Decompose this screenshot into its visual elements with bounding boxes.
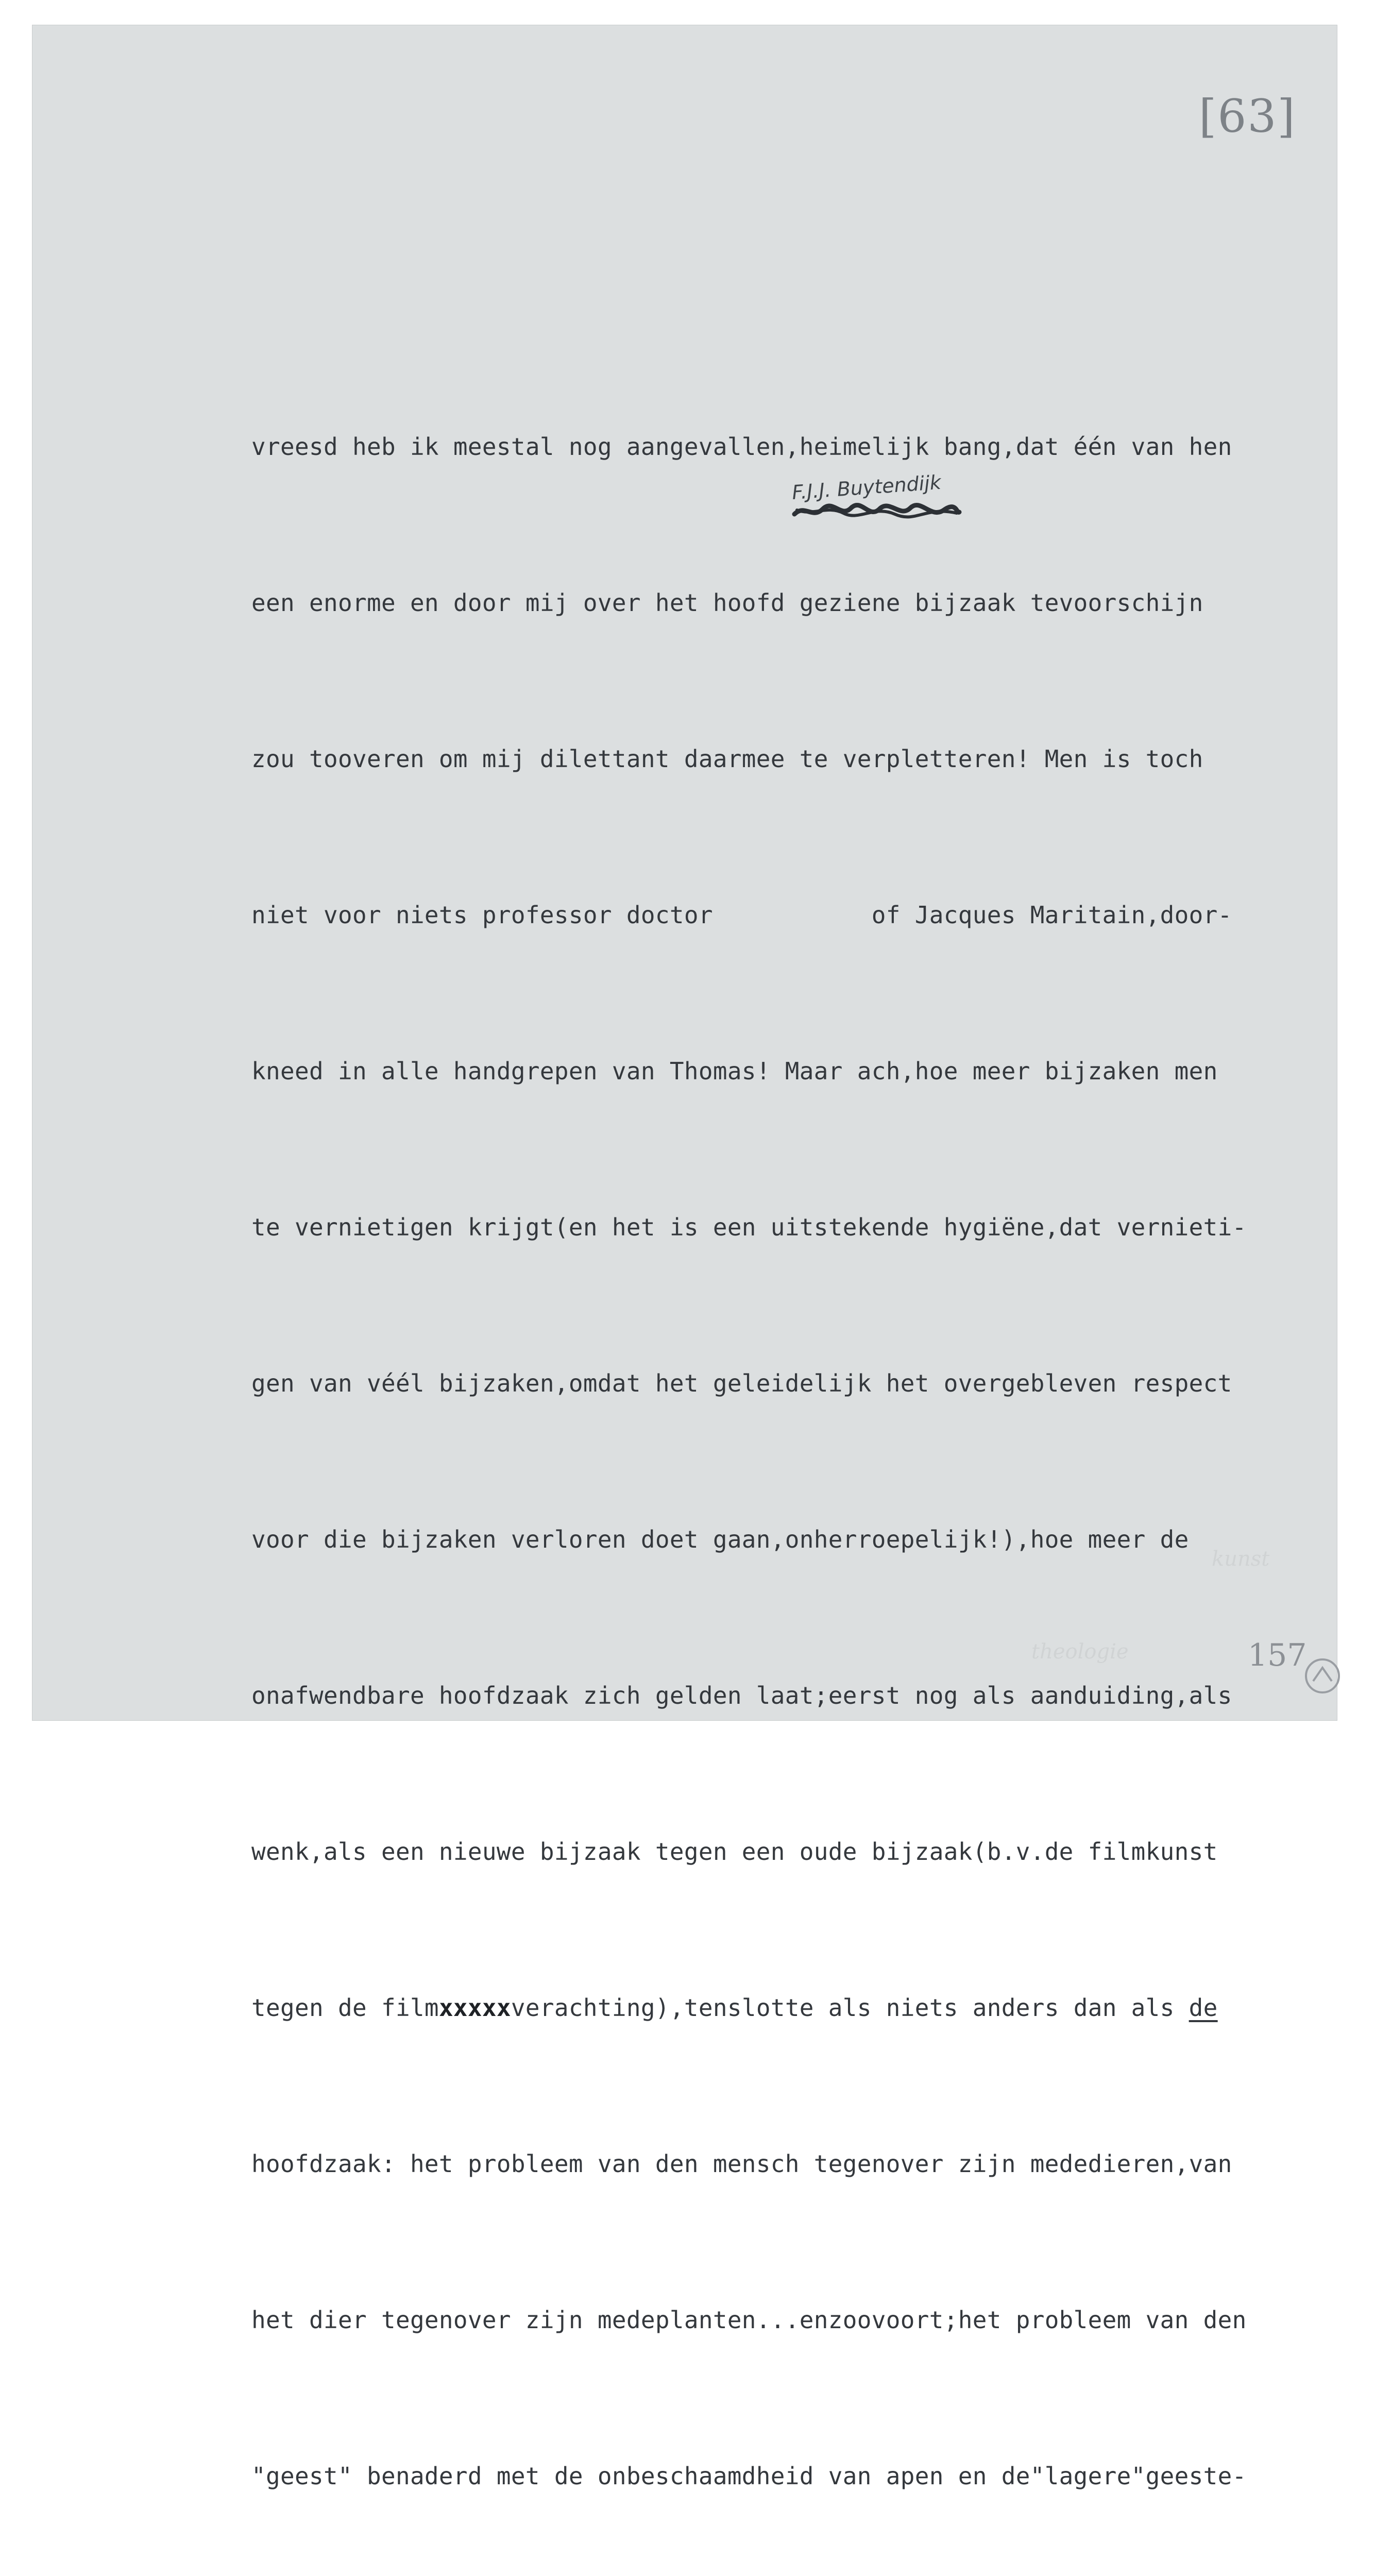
text-line: vreesd heb ik meestal nog aangevallen,heimelijk bang,dat één van hen — [251, 433, 1232, 461]
text-line: voor die bijzaken verloren doet gaan,onherroepelijk!),hoe meer de — [251, 1526, 1189, 1553]
text-line: te vernietigen krijgt(en het is een uitstekende hygiëne,dat vernieti- — [251, 1213, 1247, 1241]
text-line: een enorme en door mij over het hoofd geziene bijzaak tevoorschijn — [251, 589, 1203, 617]
text-line: hoofdzaak: het probleem van den mensch tegenover zijn mededieren,van — [251, 2150, 1232, 2178]
struck-out-word — [727, 901, 857, 929]
underlined-word: de — [1189, 1994, 1218, 2022]
text-line — [251, 889, 1338, 941]
text-line: onafwendbare hoofdzaak zich gelden laat;eerst nog als aanduiding,als — [251, 1682, 1232, 1709]
text-line: zou tooveren om mij dilettant daarmee te verpletteren! Men is toch — [251, 745, 1203, 773]
text-line: kneed in alle handgrepen van Thomas! Maar ach,hoe meer bijzaken men — [251, 1057, 1218, 1085]
text-line: "geest" benaderd met de onbeschaamdheid van apen en de"lagere"geeste- — [251, 2462, 1247, 2490]
text-line — [251, 1982, 1338, 2034]
typescript-body — [251, 317, 1338, 2576]
text-line: wenk,als een nieuwe bijzaak tegen een oude bijzaak(b.v.de filmkunst — [251, 1838, 1218, 1866]
text-segment: tegen de film — [251, 1994, 439, 2022]
bleed-through-mark: kunst — [1212, 1547, 1270, 1571]
text-segment: verachting),tenslotte als niets anders dan als — [511, 1994, 1189, 2022]
text-line: gen van véél bijzaken,omdat het geleidelijk het overgebleven respect — [251, 1369, 1232, 1397]
text-segment: niet voor niets professor doctor — [251, 901, 727, 929]
bleed-through-mark: theologie — [1031, 1640, 1129, 1664]
text-segment: of Jacques Maritain,door- — [857, 901, 1232, 929]
page-number: [63] — [1199, 90, 1296, 143]
handwritten-annotation: F.J.J. Buytendijk — [791, 470, 942, 504]
struck-out-word: xxxxx — [438, 1994, 511, 2022]
folio-number: 157 — [1248, 1637, 1307, 1673]
text-line: het dier tegenover zijn medeplanten...enzoovoort;het probleem van den — [251, 2306, 1247, 2334]
